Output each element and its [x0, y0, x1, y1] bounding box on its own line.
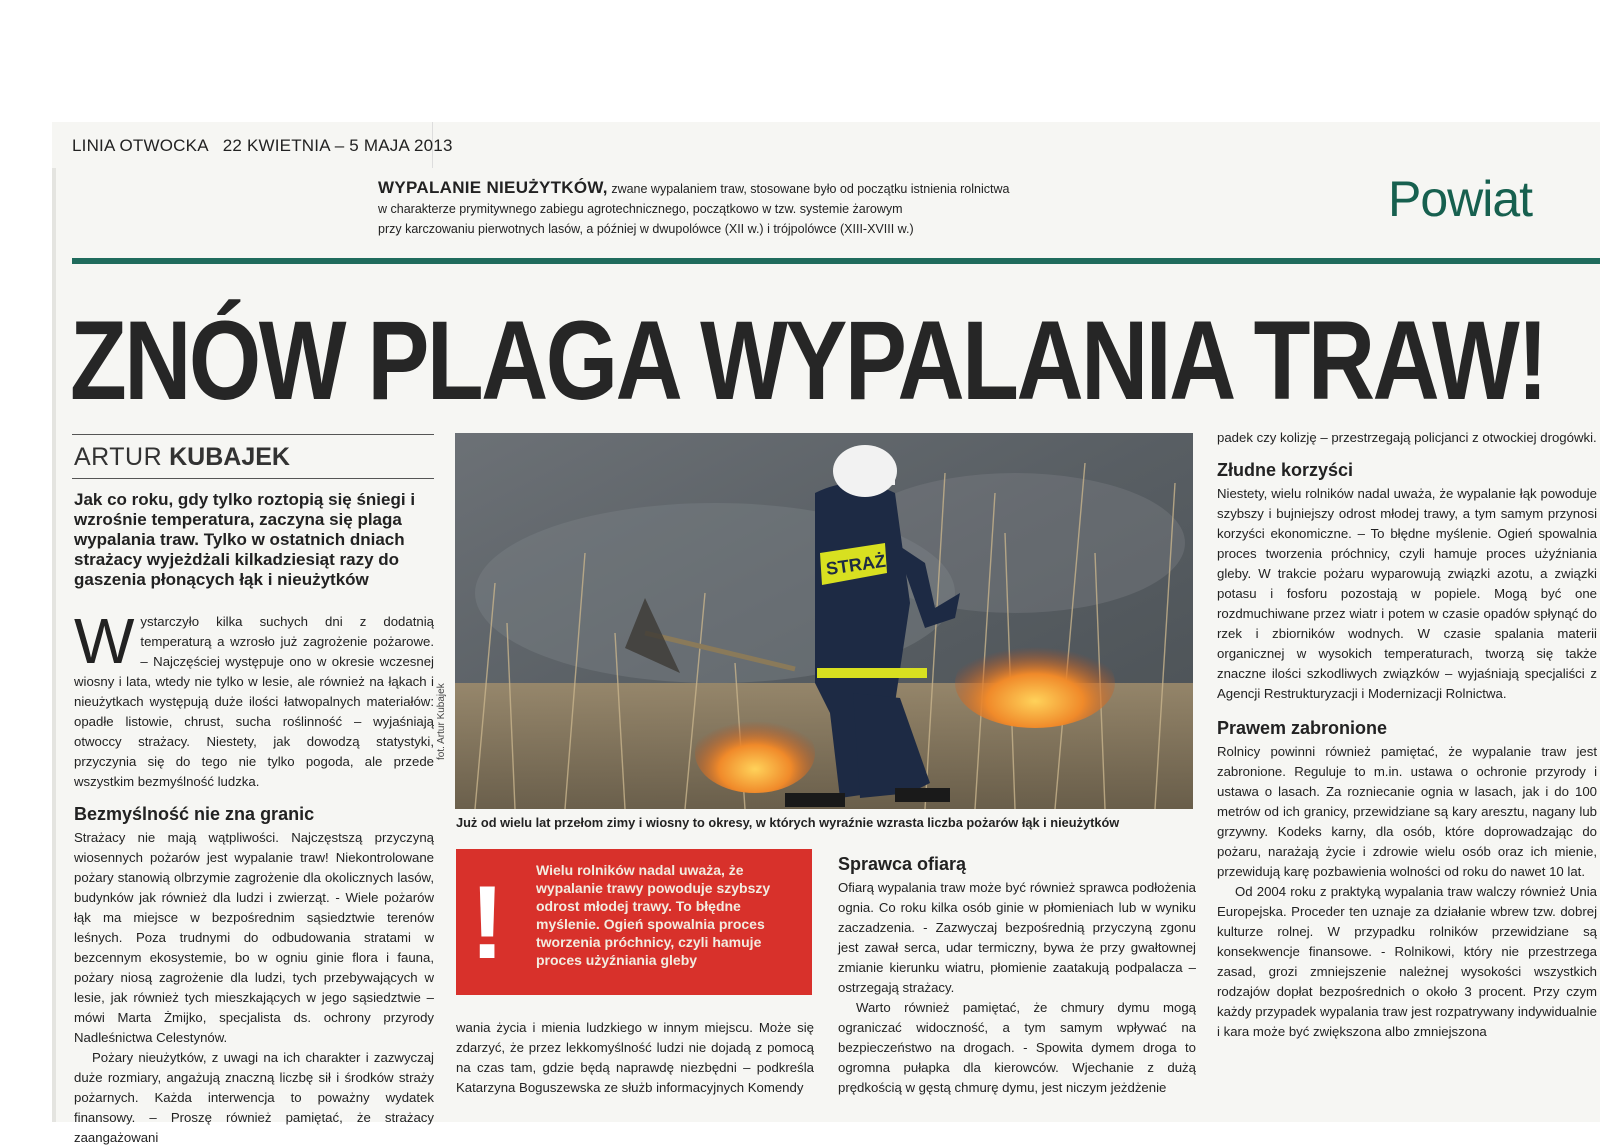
exclamation-icon: !	[470, 865, 505, 981]
photo-caption: Już od wielu lat przełom zimy i wiosny to okresy, w których wyraźnie wzrasta liczba pożarów łąk i nieużytków	[456, 815, 1120, 830]
author-first-name: ARTUR	[74, 443, 163, 471]
byline	[72, 434, 434, 479]
col1-paragraph-3: Pożary nieużytków, z uwagi na ich charakter i zazwyczaj duże rozmiary, angażują znaczną liczbę sił i środków straży pożarnych. Każda interwencja to poważny wydatek finansowy. – Proszę również pamiętać, że strażacy zaangażowani	[74, 1050, 434, 1145]
col1-paragraph-1: ystarczyło kilka suchych dni z dodatnią temperaturą a wzrosło już zagrożenie pożarowe. – Najczęściej występuje ono w okresie wczesnej wiosny i lata, wtedy nie tylko w lesie, ale również na łąkach i nieużytkach występują duże ilości łatwopalnych materiałów: opadłe listowie, chrust, sucha roślinność – wyjaśniają otwoccy strażacy. Niestety, jak dowodzą statystyki, przyczynia się do tego nie tylko pogoda, ale przede wszystkim bezmyślność ludzka.	[74, 614, 434, 789]
col3-paragraph-2: Warto również pamiętać, że chmury dymu mogą ograniczać widoczność, a tym samym wpływać na bezpieczeństwo na drogach. - Spowita dymem droga to ogromna pułapka dla kierowców. Wjechanie z dużą prędkością w gęstą chmurę dymu, jest niczym jeżdżenie	[838, 1000, 1196, 1095]
deck-line-2: w charakterze prymitywnego zabiegu agrotechnicznego, początkowo w tzw. systemie żarowym	[378, 202, 903, 216]
col4-paragraph-3: Od 2004 roku z praktyką wypalania traw walczy również Unia Europejska. Proceder ten uznaje za działanie wbrew tzw. dobrej kulturze rolnej. W przypadku rolników przewidziane są konsekwencje finansowe. - Rolnikowi, który nie przestrzega zasad, grozi zmniejszenie należnej wysokości wszystkich rodzajów dopłat bezpośrednich o około 3 procent. Przy czym każdy przypadek wypalania traw jest rozpatrywany indywidualnie i kara może być zwiększona albo zmniejszona	[1217, 884, 1597, 1039]
column-3	[838, 852, 1196, 1098]
photo-credit: fot. Artur Kubajek	[436, 683, 447, 760]
column-2	[456, 1018, 814, 1098]
jacket-text: STRAŻ	[824, 550, 887, 579]
callout-box	[456, 849, 812, 995]
masthead	[72, 136, 453, 156]
issue-date: 22 KWIETNIA – 5 MAJA 2013	[222, 136, 453, 155]
drop-cap: W	[74, 605, 135, 677]
section-label: Powiat	[1388, 171, 1533, 227]
subhead-bezmyslnosc: Bezmyślność nie zna granic	[74, 804, 315, 824]
lede: Jak co roku, gdy tylko roztopią się śniegi i wzrośnie temperatura, zaczyna się plaga wypalania traw. Tylko w ostatnich dniach strażacy wyjeżdżali kilkadziesiąt razy do gaszenia płonących łąk i nieużytków	[74, 490, 416, 589]
column-1	[74, 605, 434, 1148]
col4-paragraph-1: Niestety, wielu rolników nadal uważa, że wypalanie łąk powoduje szybszy i bujniejszy odrost młodej trawy, a tym samym przynosi korzyści ekonomiczne. – To błędne myślenie. Ogień spowalnia proces tworzenia próchnicy, czyli hamuje proces użyźniania gleby. W trakcie pożaru wyparowują związki azotu, a związki potasu i fosforu pozostają w popiele. Mogą być one rozdmuchiwane przez wiatr i potem w czasie opadów spłynąć do rzek i zbiorników wodnych. W czasie spalania materii organicznej w wysokich temperaturach, tworzą się także znaczne ilości szkodliwych związków – wyjaśniają specjaliści z Agencji Restrukturyzacji i Modernizacji Rolnictwa.	[1217, 486, 1597, 701]
paper-name: LINIA OTWOCKA	[72, 136, 208, 155]
subhead-sprawca: Sprawca ofiarą	[838, 854, 967, 874]
deck-intro	[378, 178, 1098, 239]
subhead-zludne: Złudne korzyści	[1217, 460, 1354, 480]
deck-line-3: przy karczowaniu pierwotnych lasów, a później w dwupolówce (XII w.) i trójpolówce (XIII-XVIII w.)	[378, 222, 914, 236]
subhead-prawem: Prawem zabronione	[1217, 718, 1388, 738]
column-4	[1217, 428, 1597, 1042]
col3-paragraph-1: Ofiarą wypalania traw może być również sprawca podłożenia ognia. Co roku kilka osób ginie w płomieniach lub w wyniku zaczadzenia. - Zazwyczaj bezpośrednią przyczyną zgonu jest zawał serca, udar termiczny, bywa że przy gwałtownej zmianie kierunku wiatru, płomienie zaatakują podpalacza – ostrzegają strażacy.	[838, 880, 1196, 995]
deck-lead: WYPALANIE NIEUŻYTKÓW,	[378, 178, 608, 197]
deck-line-1: zwane wypalaniem traw, stosowane było od początku istnienia rolnictwa	[611, 182, 1010, 196]
headline: ZNÓW PLAGA WYPALANIA TRAW!	[70, 298, 1546, 423]
author-last-name: KUBAJEK	[169, 443, 290, 471]
col4-paragraph-2: Rolnicy powinni również pamiętać, że wypalanie traw jest zabronione. Reguluje to m.in. ustawa o ochronie przyrody i ustawa o lasach. Za rozniecanie ognia w lasach, jak i do 100 metrów od ich granicy, przewidziane są kary aresztu, nagany lub grzywny. Kodeks karny, dla osób, które doprowadzając do pożaru, narażają życie i zdrowie wielu osób oraz ich mienie, przewidują karę pozbawienia wolności od roku do nawet 10 lat.	[1217, 744, 1597, 879]
col4-paragraph-0: padek czy kolizję – przestrzegają policjanci z otwockiej drogówki.	[1217, 430, 1597, 445]
scan-edge-shadow	[52, 168, 56, 1122]
col2-paragraph-1: wania życia i mienia ludzkiego w innym miejscu. Może się zdarzyć, że przez lekkomyślność ludzi nie dojadą z pomocą na czas tam, gdzie będą naprawdę niezbędni – podkreśla Katarzyna Boguszewska ze służb informacyjnych Komendy	[456, 1020, 814, 1095]
photo-firefighter	[455, 433, 1193, 809]
callout-text: Wielu rolników nadal uważa, że wypalanie trawy powoduje szybszy odrost młodej trawy. To błędne myślenie. Ogień spowalnia proces tworzenia próchnicy, czyli hamuje proces użyźniania gleby	[536, 862, 771, 968]
col1-paragraph-2: Strażacy nie mają wątpliwości. Najczęstszą przyczyną wiosennych pożarów jest wypalanie traw! Niekontrolowane pożary stanowią olbrzymie zagrożenie dla okolicznych lasów, budynków jak również dla ludzi i zwierząt. - Wiele pożarów łąk ma miejsce w bezpośrednim sąsiedztwie terenów leśnych. Poza trudnymi do odbudowania stratami w bezcennym ekosystemie, bo w ogniu ginie flora i fauna, pożary niosą zagrożenie dla ludzi, tych przebywających w lesie, jak również tych mieszkających w jego sąsiedztwie – mówi Marta Żmijko, specjalista ds. ochrony przyrody Nadleśnictwa Celestynów.	[74, 830, 434, 1045]
section-rule	[72, 258, 1600, 264]
